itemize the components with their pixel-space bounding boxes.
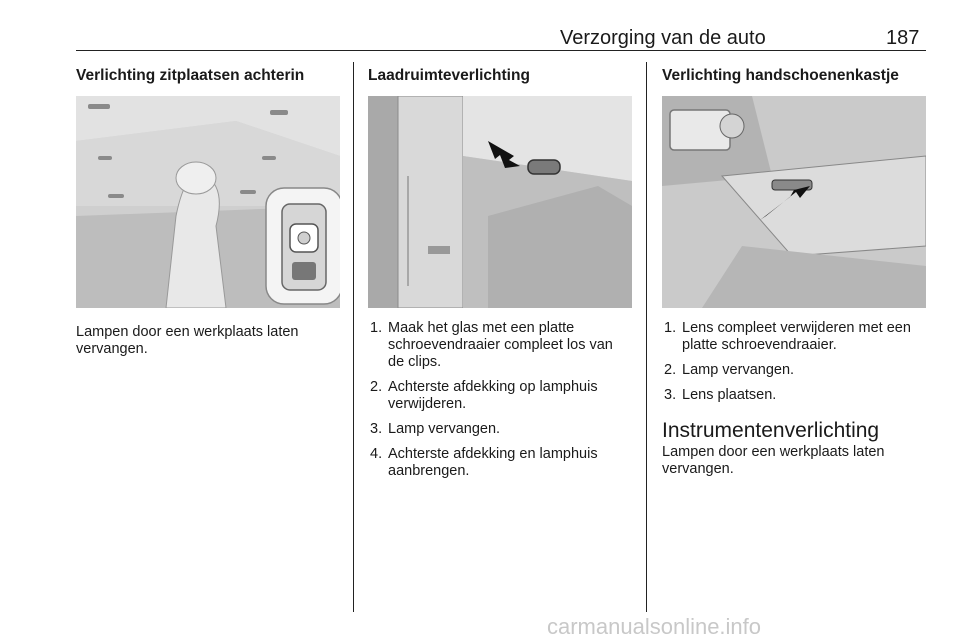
glovebox-lighting-illustration [662,96,926,308]
rear-seat-lighting-illustration [76,96,340,308]
section-title-glovebox-lighting: Verlichting handschoenenkastje [662,67,899,84]
instrument-lighting-text: Lampen door een werkplaats laten vervangen. [662,444,885,477]
rear-seat-lighting-text: Lampen door een werkplaats laten vervangen. [76,324,299,357]
watermark: carmanualsonline.info [547,614,762,639]
running-header-title: Verzorging van de auto [560,27,766,49]
cargo-lighting-illustration [368,96,632,308]
glovebox-lighting-steps [662,320,927,404]
page-number: 187 [886,27,920,49]
cargo-lighting-steps [368,320,633,480]
column-rear-seat-lighting [76,66,341,358]
list-item: 1. Lens compleet verwijderen met een platte schroevendraaier. [664,320,911,353]
list-item: 3. Lens plaatsen. [664,387,777,403]
column-divider-1 [353,62,354,612]
column-glovebox-lighting [662,66,927,478]
list-item: 2. Achterste afdekking op lamphuis verwijderen. [370,379,598,412]
list-item: 3. Lamp vervangen. [370,421,501,437]
list-item: 1. Maak het glas met een platte schroevendraaier compleet los van de clips. [370,320,613,370]
list-item: 4. Achterste afdekking en lamphuis aanbrengen. [370,446,598,479]
list-item: 2. Lamp vervangen. [664,362,795,378]
header-rule [76,50,926,51]
section-title-rear-seat-lighting: Verlichting zitplaatsen achterin [76,67,305,84]
section-title-instrument-lighting: Instrumentenverlichting [662,419,880,442]
column-divider-2 [646,62,647,612]
section-title-cargo-lighting: Laadruimteverlichting [368,67,530,84]
column-cargo-lighting [368,66,633,488]
